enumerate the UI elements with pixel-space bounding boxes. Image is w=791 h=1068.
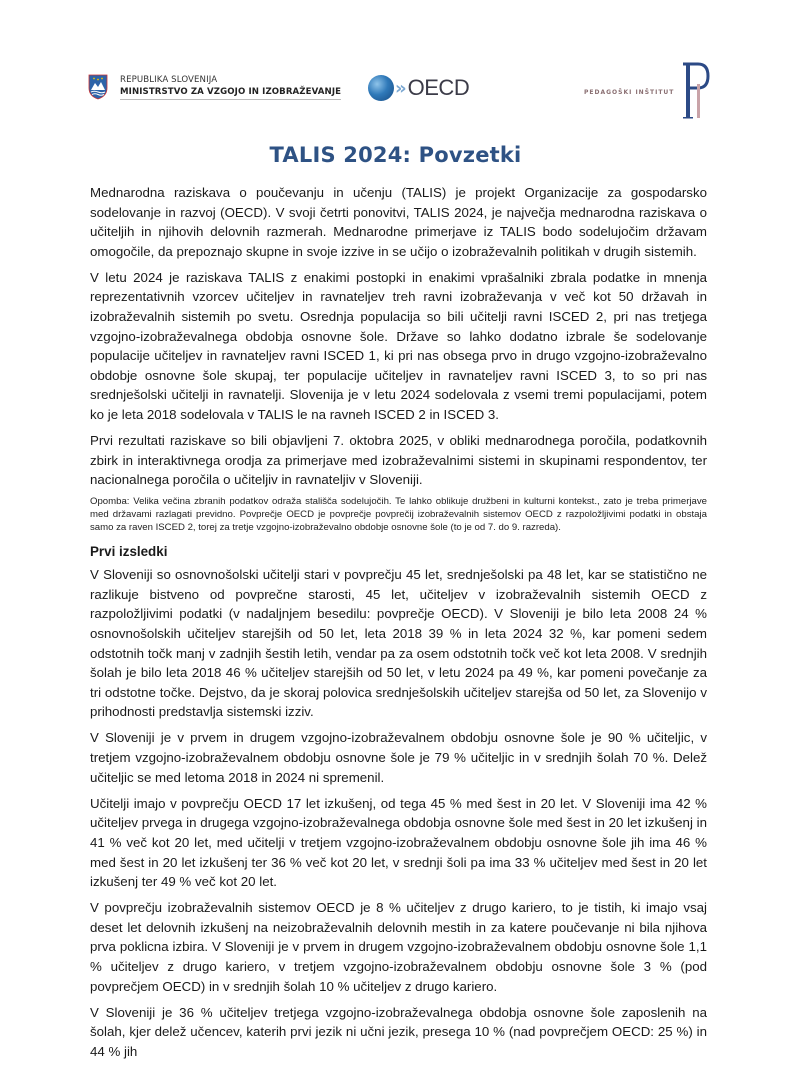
document-body (90, 183, 707, 1068)
institute-name: PEDAGOŠKI INŠTITUT (584, 88, 675, 96)
footnote: Opomba: Velika večina zbranih podatkov odraža stališča sodelujočih. Te lahko oblikuje družbeni in kulturni kontekst., zato je treba primerjave med državami razlagati previdno. Povprečje OECD je povprečje povprečij izobraževalnih sistemov OECD z razpoložljivimi podatki in obstaja samo za raven ISCED 2, torej za tretje vzgojno-izobraževalno obdobje osnovne šole (to je od 7. do 9. razreda). (90, 496, 707, 533)
intro-paragraph-3: Prvi rezultati raziskave so bili objavljeni 7. oktobra 2025, v obliki mednarodnega poročila, podatkovnih zbirk in interaktivnega orodja za primerjave med izobraževalnimi sistemi in skupinami respondentov, ter nacionalnega poročila o učiteljiv in ravnateljiv v Sloveniji. (90, 433, 707, 488)
slovenia-coat-of-arms-icon (88, 74, 108, 100)
page-header (0, 0, 791, 130)
findings-paragraph-4: V povprečju izobraževalnih sistemov OECD je 8 % učiteljev z drugo kariero, to je tistih, ki imajo vsaj deset let delovnih izkušenj na neizobraževalnih delovnih mestih in za katere poučevanje ni bila njihova prva poklicna izbira. V Sloveniji je v prvem in drugem vzgojno-izobraževalnem obdobju osnovne šole 1,1 % učiteljev z drugo kariero, v tretjem vzgojno-izobraževalnem obdobju osnovne šole 3 % (pod povprečjem OECD) in v srednjih šolah 10 % učiteljev z drugo kariero. (90, 900, 707, 994)
intro-paragraph-2: V letu 2024 je raziskava TALIS z enakimi postopki in enakimi vprašalniki zbrala podatke in mnenja reprezentativnih vzorcev učiteljev in ravnateljev treh ravni izobraževanja v več kot 50 državah in izobraževalnih sistemih po svetu. Osrednja populacija so bili učitelji ravni ISCED 2, pri nas tretjega vzgojno-izobraževalnega obdobja osnovne šole. Države so lahko dodatno izbrale še sodelovanje populacije učiteljev in ravnateljev ravni ISCED 1, ki pri nas obsega prvo in drugo vzgojno-izobraževalno obdobje osnovne šole skupaj, ter populacije učiteljev in ravnateljev ravni ISCED 3, to so pri nas srednješolski učitelji in ravnatelji. Slovenija je v letu 2024 sodelovala z vsemi tremi populacijami, potem ko je leta 2018 sodelovala v TALIS le na ravneh ISCED 2 in ISCED 3. (90, 269, 707, 423)
ministry-line-1: REPUBLIKA SLOVENIJA (120, 75, 218, 85)
findings-paragraph-3: Učitelji imajo v povprečju OECD 17 let izkušenj, od tega 45 % med šest in 20 let. V Sloveniji ima 42 % učiteljev prvega in drugega vzgojno-izobraževalnega obdobja osnovne šole med šest in 20 let izkušenj in 41 % več kot 20 let, med učitelji v tretjem vzgojno-izobraževalnem obdobju osnovne šole jih ima 46 % med šest in 20 let izkušenj ter 36 % več kot 20 let, v srednji šoli pa ima 33 % učiteljev med šest in 20 let izkušenj ter 49 % več kot 20 let. (90, 795, 707, 890)
findings-paragraph-1: V Sloveniji so osnovnošolski učitelji stari v povprečju 45 let, srednješolski pa 48 let, kar se statistično ne razlikuje bistveno od povprečne starosti, 45 let, učiteljev v izobraževalnih sistemih OECD z razpoložljivimi podatki (v nadaljnjem besedilu: povprečje OECD). V Sloveniji je bilo leta 2008 24 % osnovnošolskih učiteljev starejših od 50 let, leta 2018 39 % in leta 2024 32 %, kar pomeni sedem odstotnih točk manj v zadnjih šestih letih, vendar pa za osem odstotnih točk več kot leta 2008. V srednjih šolah je bilo leta 2018 46 % učiteljev starejših od 50 let, v letu 2024 pa 49 %, kar pomeni povečanje za tri odstotne točke. Dejstvo, da je skoraj polovica srednješolskih učiteljev starejša od 50 let, za Slovenijo v prihodnosti predstavlja sistemski izziv. (90, 567, 707, 720)
section-heading: Prvi izsledki (90, 544, 168, 560)
oecd-chevrons-icon: » (395, 77, 403, 99)
intro-paragraph-1: Mednarodna raziskava o poučevanju in učenju (TALIS) je projekt Organizacije za gospodarsko sodelovanje in razvoj (OECD). V svoji četrti ponovitvi, TALIS 2024, je največja mednarodna raziskava o učiteljih in njihovih delovnih razmerah. Mednarodne primerjave iz TALIS bodo sodelujočim državam omogočile, da prepoznajo skupne in svoje izzive in se učijo o izobraževalnih politikah v drugih sistemih. (90, 185, 707, 259)
oecd-wordmark: OECD (407, 75, 470, 100)
ministry-logo (88, 74, 341, 100)
findings-paragraph-2: V Sloveniji je v prvem in drugem vzgojno-izobraževalnem obdobju osnovne šole je 90 % učiteljic, v tretjem vzgojno-izobraževalnem obdobju osnovne šole je 79 % učiteljic in v srednjih šolah 70 %. Delež učiteljic se med letoma 2018 in 2024 ni spremenil. (90, 730, 707, 785)
oecd-globe-icon (368, 75, 394, 101)
findings-paragraph-5: V Sloveniji je 36 % učiteljev tretjega vzgojno-izobraževalnega obdobja osnovne šole zaposlenih na šolah, kjer delež učencev, katerih prvi jezik ni učni jezik, presega 10 % (nad povprečjem OECD: 25 %) in 44 % jih (90, 1004, 707, 1059)
oecd-logo (368, 75, 469, 101)
pedagoski-institut-logo (584, 62, 710, 122)
pi-monogram-icon (680, 62, 710, 122)
ministry-line-2: MINISTRSTVO ZA VZGOJO IN IZOBRAŽEVANJE (120, 86, 341, 100)
page-title: TALIS 2024: Povzetki (269, 143, 522, 167)
